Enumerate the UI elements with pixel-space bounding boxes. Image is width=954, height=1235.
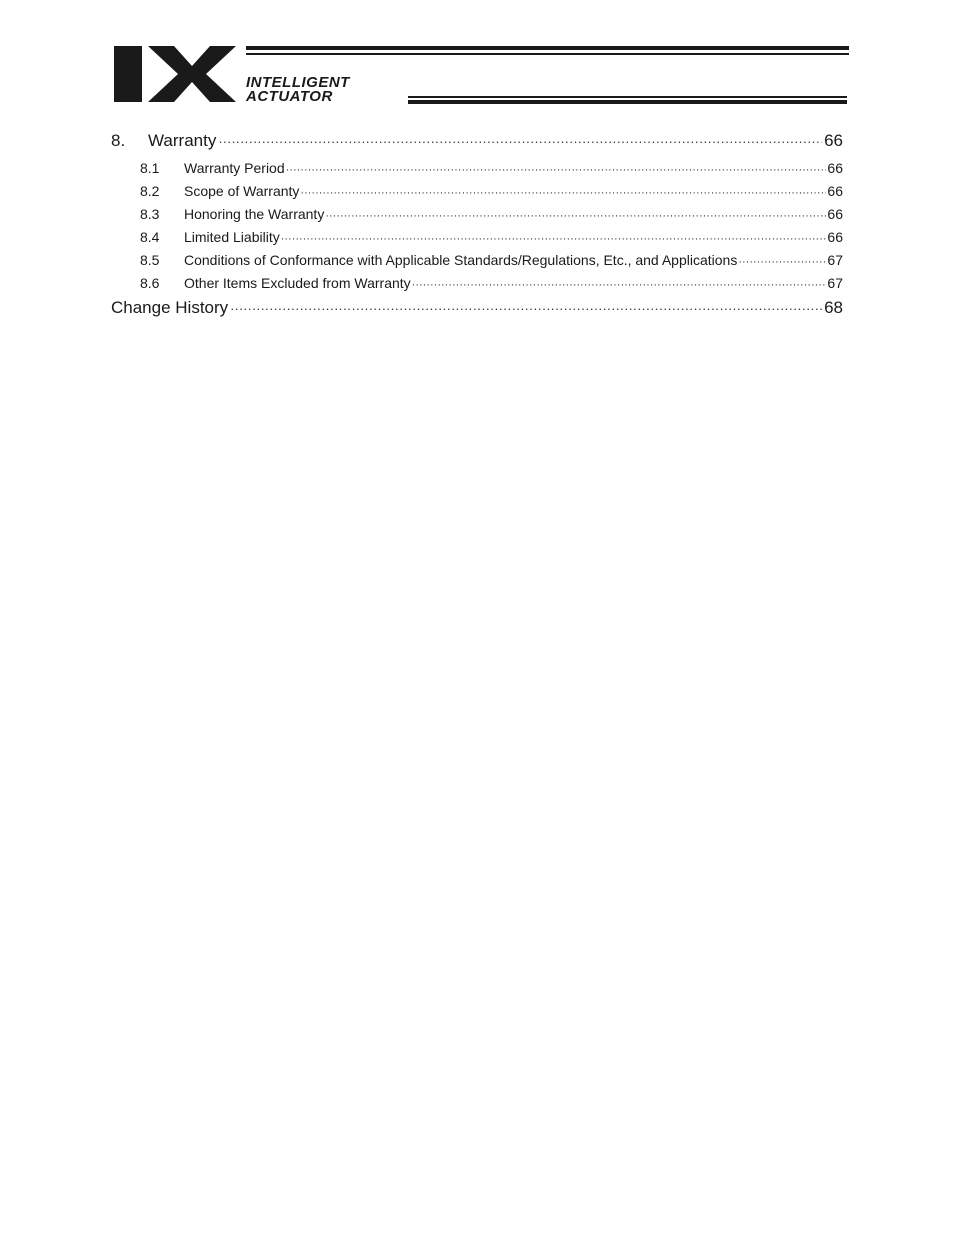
toc-entry-title: Warranty Period [184,160,285,176]
toc-entry-number: 8.6 [140,275,160,291]
toc-entry-title: Scope of Warranty [184,183,300,199]
header-rule-bottom-thick [408,100,847,104]
toc-entry-title: Conditions of Conformance with Applicable Standards/Regulations, Etc., and Applications [184,252,738,268]
dot-leader [300,187,826,199]
ix-logo-icon [112,44,238,104]
toc-entry-page: 66 [827,206,843,222]
toc-entry-page: 66 [827,160,843,176]
toc-entry-number: 8.2 [140,183,160,199]
toc-entry-title: Warranty [148,131,217,150]
toc-entry-number: 8. [111,131,126,150]
header-rule-top-thin [246,53,849,55]
header-rule-top-thick [246,46,849,50]
brand-name-line2: ACTUATOR [246,88,333,105]
toc-entry-honoring-the-warranty[interactable] [140,206,843,222]
toc-entry-title: Limited Liability [184,229,280,245]
toc-entry-number: 8.1 [140,160,160,176]
dot-leader [281,233,827,245]
toc-entry-warranty[interactable] [111,131,843,151]
toc-entry-title: Other Items Excluded from Warranty [184,275,411,291]
toc-entry-page: 66 [827,229,843,245]
dot-leader [230,301,822,316]
dot-leader [412,279,827,291]
toc-entry-page: 67 [827,275,843,291]
toc-entry-page: 67 [827,252,843,268]
dot-leader [286,164,827,176]
toc-entry-number: 8.3 [140,206,160,222]
page-header [0,0,954,110]
toc-entry-page: 68 [824,298,843,317]
toc-entry-page: 66 [824,131,843,150]
toc-entry-scope-of-warranty[interactable] [140,183,843,199]
dot-leader [325,210,826,222]
toc-entry-page: 66 [827,183,843,199]
toc-entry-title: Change History [111,298,229,317]
toc-entry-title: Honoring the Warranty [184,206,325,222]
toc-entry-number: 8.4 [140,229,160,245]
toc-entry-change-history[interactable] [111,298,843,318]
header-rule-bottom-thin [408,96,847,98]
toc-entry-number: 8.5 [140,252,160,268]
dot-leader [218,134,822,149]
toc-entry-limited-liability[interactable] [140,229,843,245]
toc-entry-other-items-excluded[interactable] [140,275,843,291]
toc-entry-warranty-period[interactable] [140,160,843,176]
brand-name-line1: INTELLIGENT [246,74,350,91]
toc-entry-conditions-of-conformance[interactable] [140,252,843,268]
dot-leader [738,256,826,268]
